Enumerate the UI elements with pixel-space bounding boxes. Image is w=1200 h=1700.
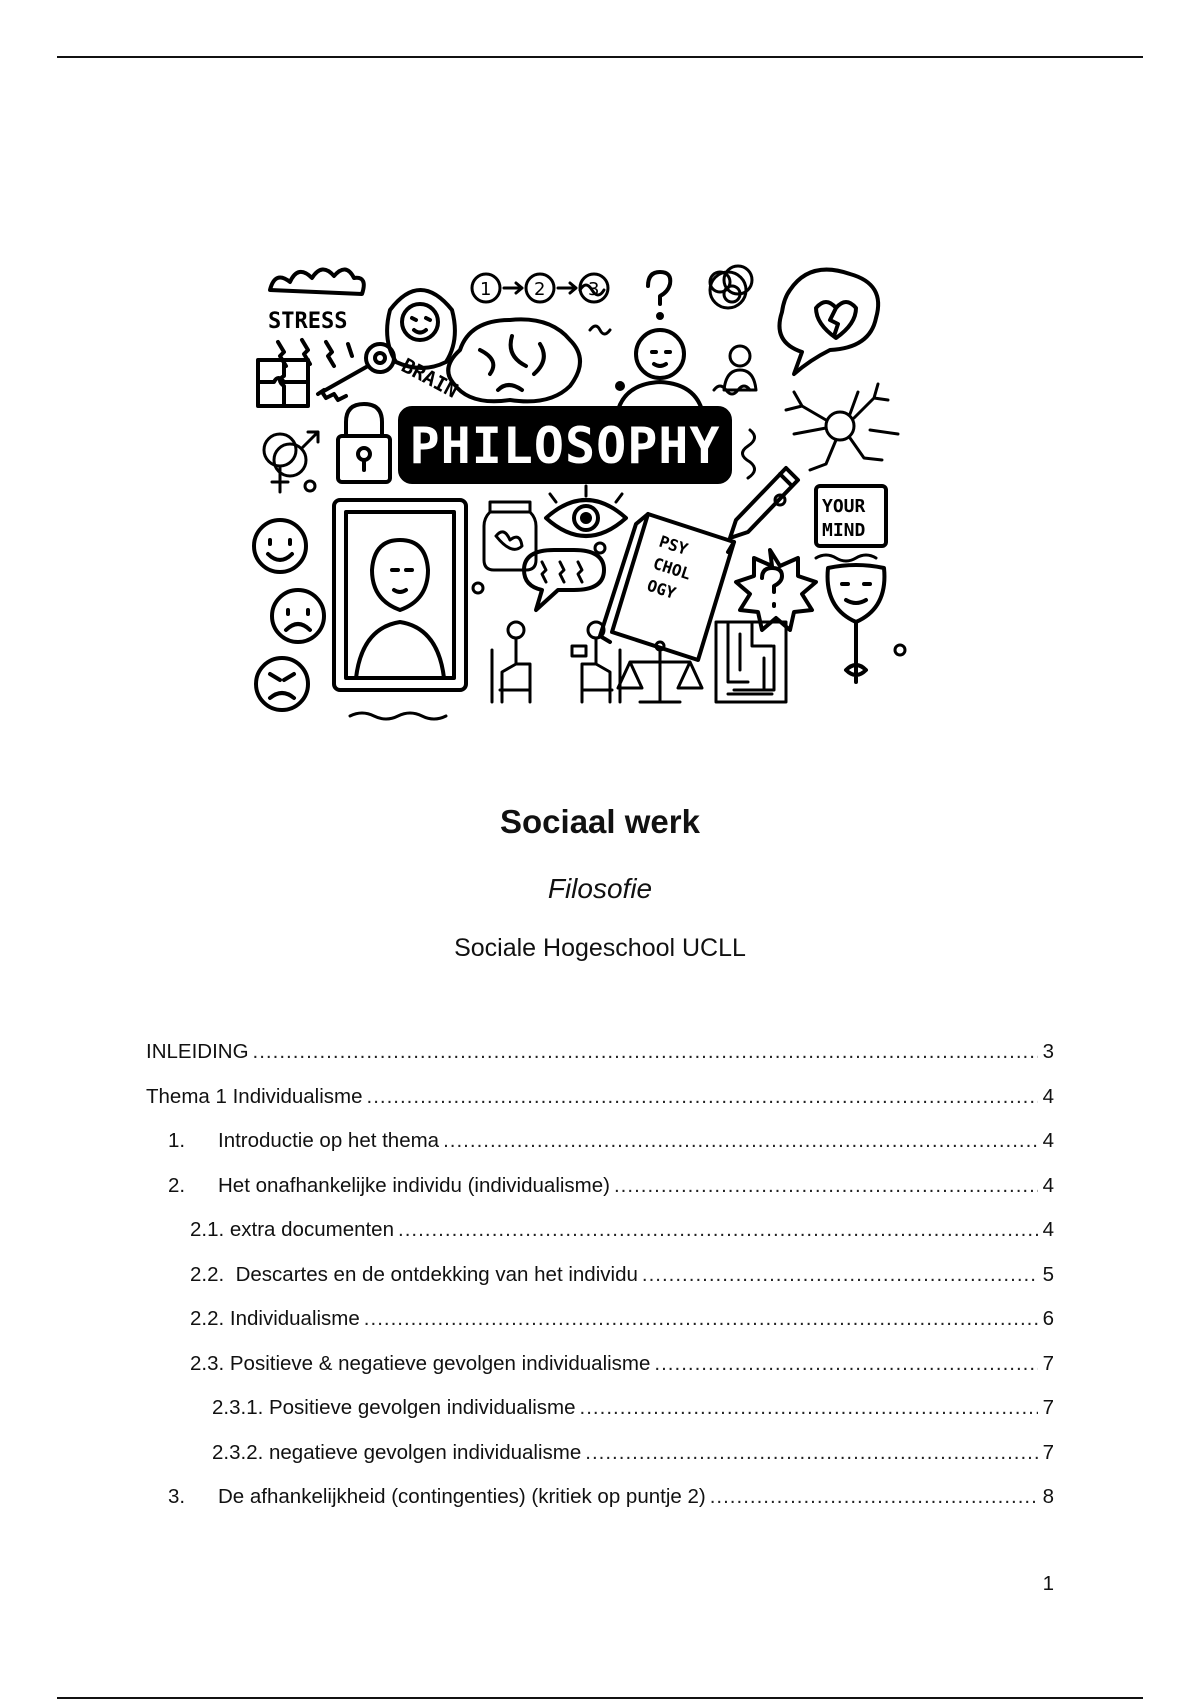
mask-icon (828, 565, 885, 682)
document-subtitle: Filosofie (547, 873, 653, 904)
toc-entry-label: 2.1. extra documenten (190, 1218, 394, 1241)
svg-text:1: 1 (480, 279, 492, 300)
gender-symbols-icon (264, 432, 318, 492)
toc-dot-leader (367, 1085, 1039, 1109)
toc-entry[interactable] (146, 1441, 1054, 1486)
pencil-icon (730, 468, 798, 538)
svg-text:MIND: MIND (822, 520, 866, 541)
woman-face-icon (387, 290, 455, 368)
toc-dot-leader (710, 1485, 1038, 1509)
philosophy-banner-text: PHILOSOPHY (409, 417, 721, 475)
toc-entry-label: Het onafhankelijke individu (individualisme) (218, 1173, 610, 1197)
toc-dot-leader (443, 1129, 1038, 1153)
sequence-steps-icon (472, 274, 608, 302)
toc-dot-leader (614, 1174, 1038, 1198)
toc-entry[interactable] (146, 1352, 1054, 1397)
toc-entry-page: 4 (1042, 1173, 1054, 1197)
school-name: Sociale Hogeschool UCLL (454, 934, 746, 962)
toc-entry-page: 4 (1042, 1084, 1054, 1108)
angry-face-icon (256, 658, 308, 710)
toc-entry-label: 2.3.2. negatieve gevolgen individualisme (212, 1440, 582, 1464)
toc-entry-page: 5 (1042, 1262, 1054, 1286)
toc-entry-number: 2. (168, 1173, 186, 1197)
svg-text:OGY: OGY (644, 575, 679, 603)
stress-cloud-icon (268, 269, 364, 366)
svg-text:CHOL: CHOL (650, 553, 694, 584)
portrait-frame-icon (334, 500, 466, 719)
broken-heart-bubble-icon (780, 270, 879, 374)
happy-face-icon (254, 520, 306, 572)
svg-text:YOUR: YOUR (822, 496, 866, 517)
toc-entry-label: 2.2. Descartes en de ontdekking van het individu (190, 1262, 638, 1286)
toc-entry-page: 4 (1042, 1218, 1054, 1241)
toc-entry-label: De afhankelijkheid (contingenties) (kritiek op puntje 2) (218, 1485, 706, 1508)
toc-entry[interactable] (146, 1129, 1054, 1174)
toc-entry[interactable] (146, 1307, 1054, 1352)
header-rule (57, 56, 1143, 58)
toc-entry-number: 1. (168, 1129, 186, 1152)
toc-dot-leader (364, 1307, 1038, 1331)
scales-of-justice-icon (618, 642, 702, 702)
toc-entry-page: 7 (1042, 1396, 1054, 1419)
person-small-icon (724, 346, 756, 390)
toc-entry[interactable] (146, 1040, 1054, 1085)
toc-entry-page: 6 (1042, 1307, 1054, 1330)
toc-entry[interactable] (146, 1485, 1054, 1530)
svg-text:PSY: PSY (656, 531, 691, 559)
toc-dot-leader (642, 1263, 1038, 1287)
toc-entry-label: INLEIDING (146, 1040, 249, 1063)
maze-icon (716, 622, 786, 702)
question-burst-icon (736, 550, 816, 630)
toc-entry[interactable] (146, 1263, 1054, 1308)
thinking-person-icon (616, 272, 704, 420)
toc-entry-page: 3 (1042, 1040, 1054, 1063)
brain-text: BRAIN (397, 353, 463, 403)
document-title: Sociaal werk (500, 803, 700, 840)
toc-entry-page: 7 (1042, 1351, 1054, 1375)
toc-entry-page: 4 (1042, 1129, 1054, 1152)
toc-dot-leader (253, 1040, 1038, 1064)
toc-dot-leader (398, 1218, 1038, 1242)
toc-dot-leader (654, 1352, 1038, 1376)
neuron-icon (786, 384, 898, 470)
stress-text: STRESS (268, 309, 348, 334)
padlock-icon (338, 404, 390, 482)
philosophy-banner (400, 408, 730, 482)
philosophy-doodle-illustration (250, 250, 950, 770)
toc-entry-label: 2.2. Individualisme (190, 1307, 360, 1330)
toc-entry[interactable] (146, 1174, 1054, 1219)
table-of-contents (146, 1040, 1054, 1530)
brain-icon (448, 319, 580, 401)
footer-rule (57, 1697, 1143, 1699)
sad-face-icon (272, 590, 324, 642)
toc-entry-label: 2.3. Positieve & negatieve gevolgen individualisme (190, 1351, 651, 1375)
toc-entry[interactable] (146, 1396, 1054, 1441)
tangled-scribble-icon (710, 266, 752, 308)
svg-text:2: 2 (534, 279, 546, 300)
toc-entry[interactable] (146, 1218, 1054, 1263)
toc-entry-page: 8 (1042, 1485, 1054, 1508)
toc-entry-page: 7 (1042, 1440, 1054, 1464)
toc-entry[interactable] (146, 1085, 1054, 1130)
eye-icon (546, 486, 626, 536)
toc-dot-leader (580, 1396, 1038, 1420)
squiggle-line-icon (742, 430, 754, 478)
psychology-book-icon (600, 514, 734, 660)
toc-dot-leader (585, 1441, 1038, 1465)
your-mind-sign-icon (816, 486, 886, 561)
toc-entry-label: 2.3.1. Positieve gevolgen individualisme (212, 1396, 576, 1419)
toc-entry-label: Thema 1 Individualisme (146, 1084, 363, 1108)
toc-entry-number: 3. (168, 1485, 186, 1508)
puzzle-icon (258, 360, 308, 406)
svg-text:3: 3 (588, 279, 600, 300)
toc-entry-label: Introductie op het thema (218, 1129, 440, 1152)
page-number: 1 (1042, 1572, 1054, 1595)
